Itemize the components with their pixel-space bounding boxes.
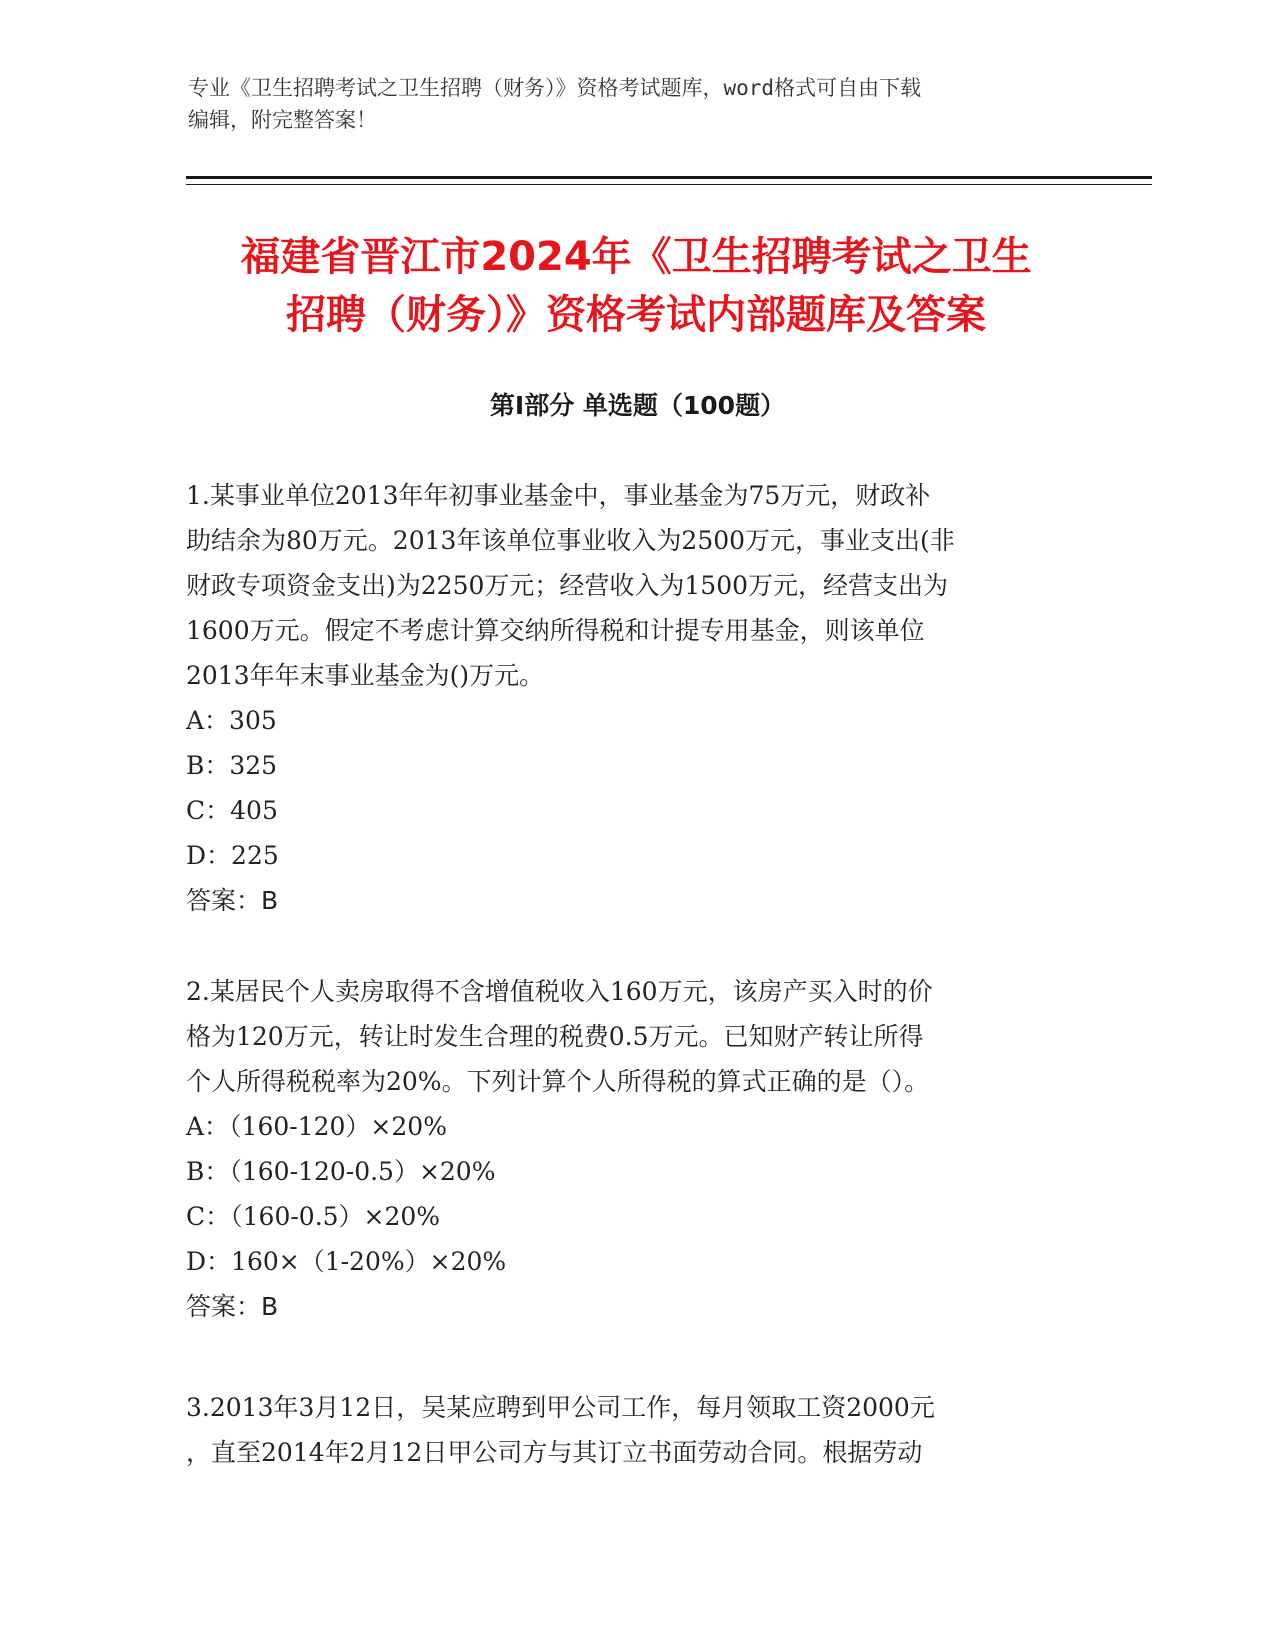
question-text-line: ，直至2014年2月12日甲公司方与其订立书面劳动合同。根据劳动 xyxy=(186,1438,923,1467)
question-1 xyxy=(186,473,1086,923)
question-text-line: 财政专项资金支出)为2250万元；经营收入为1500万元，经营支出为 xyxy=(186,571,949,600)
question-text-line: 格为120万元，转让时发生合理的税费0.5万元。已知财产转让所得 xyxy=(186,1022,924,1051)
document-title-line-2: 招聘（财务）》资格考试内部题库及答案 xyxy=(286,292,986,338)
option-c: C：405 xyxy=(186,796,278,825)
question-text-line: 1600万元。假定不考虑计算交纳所得税和计提专用基金，则该单位 xyxy=(186,616,925,645)
header-note-line-1: 专业《卫生招聘考试之卫生招聘（财务）》资格考试题库，word格式可自由下载 xyxy=(188,76,922,100)
section-title: 第Ⅰ部分 单选题（100题） xyxy=(489,391,786,420)
question-text-line: 2013年年末事业基金为()万元。 xyxy=(186,661,545,690)
header-divider-thick xyxy=(186,176,1152,179)
option-b: B：325 xyxy=(186,751,278,780)
question-3 xyxy=(186,1385,1086,1475)
question-text-line: 助结余为80万元。2013年该单位事业收入为2500万元，事业支出(非 xyxy=(186,526,955,555)
question-text-line: 个人所得税税率为20%。下列计算个人所得税的算式正确的是（）。 xyxy=(186,1067,930,1096)
document-title xyxy=(186,228,1086,344)
option-a: A：305 xyxy=(186,706,277,735)
question-text-line: 1.某事业单位2013年年初事业基金中，事业基金为75万元，财政补 xyxy=(186,481,931,510)
question-text-line: 2.某居民个人卖房取得不含增值税收入160万元，该房产买入时的价 xyxy=(186,977,933,1006)
document-title-line-1: 福建省晋江市2024年《卫生招聘考试之卫生 xyxy=(240,234,1032,280)
option-a: A：（160-120）×20% xyxy=(186,1112,447,1141)
option-c: C：（160-0.5）×20% xyxy=(186,1202,441,1231)
question-2 xyxy=(186,969,1086,1329)
option-b: B：（160-120-0.5）×20% xyxy=(186,1157,496,1186)
header-note xyxy=(188,72,1088,136)
answer-line: 答案：B xyxy=(186,1292,279,1321)
option-d: D：225 xyxy=(186,841,279,870)
answer-line: 答案：B xyxy=(186,886,279,915)
question-text-line: 3.2013年3月12日，吴某应聘到甲公司工作，每月领取工资2000元 xyxy=(186,1393,935,1422)
header-note-line-2: 编辑，附完整答案！ xyxy=(188,108,377,132)
option-d: D：160×（1-20%）×20% xyxy=(186,1247,507,1276)
header-divider-thin xyxy=(186,184,1152,185)
